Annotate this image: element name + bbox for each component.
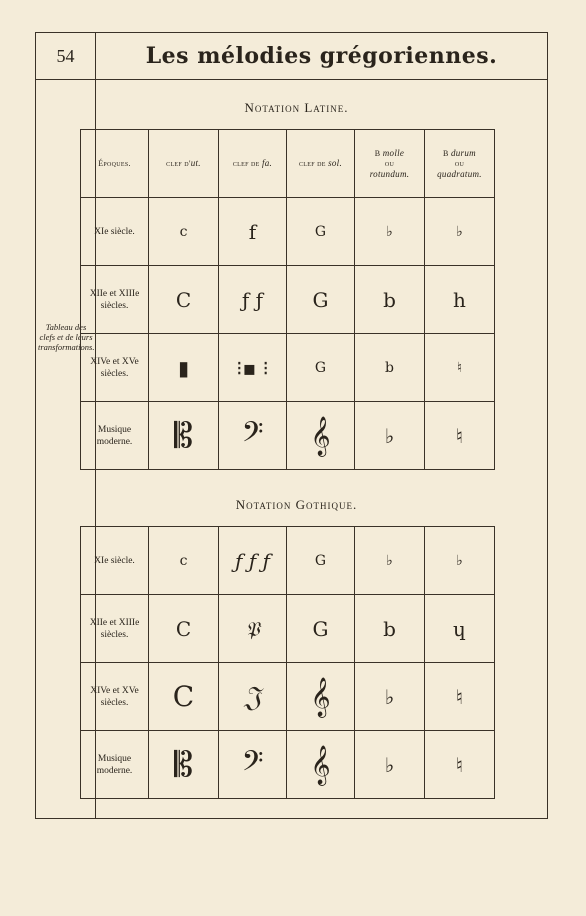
clef-fa-symbol: 𝄢 xyxy=(219,731,287,799)
table-gothique xyxy=(80,526,495,799)
era-cell: XIIe et XIIIe siècles. xyxy=(81,266,149,334)
clef-sol-symbol: 𝄞 xyxy=(287,663,355,731)
table-header-row xyxy=(81,130,495,198)
b-molle-symbol: ♭ xyxy=(355,402,425,470)
running-title: Les mélodies grégoriennes. xyxy=(145,43,498,69)
era-cell: Musique moderne. xyxy=(81,402,149,470)
b-durum-symbol: ♮ xyxy=(425,402,495,470)
b-molle-symbol: b xyxy=(355,595,425,663)
b-molle-symbol: b xyxy=(355,334,425,402)
clef-ut-symbol: ▮ xyxy=(149,334,219,402)
col-epoques: Époques. xyxy=(81,130,149,198)
col-sol: clef de sol. xyxy=(287,130,355,198)
clef-ut-symbol: C xyxy=(149,595,219,663)
section-title-gothique: Notation Gothique. xyxy=(235,497,358,512)
b-molle-symbol: ♭ xyxy=(355,731,425,799)
clef-ut-symbol: C xyxy=(149,266,219,334)
b-molle-symbol: ♭ xyxy=(355,663,425,731)
table-row xyxy=(81,527,495,595)
table-row xyxy=(81,266,495,334)
header xyxy=(36,33,547,80)
section-title-latine: Notation Latine. xyxy=(244,100,349,115)
era-cell: XIVe et XVe siècles. xyxy=(81,334,149,402)
col-fa: clef de fa. xyxy=(219,130,287,198)
clef-fa-symbol: 𝄢 xyxy=(219,402,287,470)
clef-sol-symbol: 𝄞 xyxy=(287,731,355,799)
col-ut: clef d'ut. xyxy=(149,130,219,198)
clef-ut-symbol: C xyxy=(149,663,219,731)
b-durum-symbol: ♮ xyxy=(425,663,495,731)
clef-ut-symbol: c xyxy=(149,527,219,595)
clef-sol-symbol: 𝄞 xyxy=(287,402,355,470)
col-b-molle: B molle ou rotundum. xyxy=(355,130,425,198)
table-row xyxy=(81,334,495,402)
clef-ut-symbol: 𝄡 xyxy=(149,402,219,470)
clef-sol-symbol: G xyxy=(287,595,355,663)
b-durum-symbol: ♭ xyxy=(425,527,495,595)
margin-note: Tableau des clefs et de leurs transformations. xyxy=(38,322,95,352)
b-durum-symbol: ♭ xyxy=(425,198,495,266)
b-molle-symbol: b xyxy=(355,266,425,334)
clef-sol-symbol: G xyxy=(287,198,355,266)
col-b-durum: B durum ou quadratum. xyxy=(425,130,495,198)
era-cell: XIIe et XIIIe siècles. xyxy=(81,595,149,663)
clef-ut-symbol: c xyxy=(149,198,219,266)
table-row xyxy=(81,402,495,470)
clef-fa-symbol: f xyxy=(219,198,287,266)
clef-sol-symbol: G xyxy=(287,527,355,595)
era-cell: Musique moderne. xyxy=(81,731,149,799)
b-durum-symbol: ɥ xyxy=(425,595,495,663)
b-molle-symbol: ♭ xyxy=(355,198,425,266)
clef-sol-symbol: G xyxy=(287,266,355,334)
b-durum-symbol: ♮ xyxy=(425,334,495,402)
clef-fa-symbol: 𝔍 xyxy=(219,663,287,731)
era-cell: XIe siècle. xyxy=(81,527,149,595)
clef-fa-symbol: ƒ ƒ ƒ xyxy=(219,527,287,595)
clef-fa-symbol: 𝔓 xyxy=(219,595,287,663)
table-latine xyxy=(80,129,495,470)
table-row xyxy=(81,663,495,731)
era-cell: XIVe et XVe siècles. xyxy=(81,663,149,731)
page-number: 54 xyxy=(36,33,96,79)
clef-fa-symbol: ƒ ƒ xyxy=(219,266,287,334)
b-molle-symbol: ♭ xyxy=(355,527,425,595)
table-row xyxy=(81,595,495,663)
table-row xyxy=(81,198,495,266)
clef-fa-symbol: ⁝▪ ⁝ xyxy=(219,334,287,402)
b-durum-symbol: ♮ xyxy=(425,731,495,799)
clef-sol-symbol: G xyxy=(287,334,355,402)
table-row xyxy=(81,731,495,799)
b-durum-symbol: h xyxy=(425,266,495,334)
clef-ut-symbol: 𝄡 xyxy=(149,731,219,799)
era-cell: XIe siècle. xyxy=(81,198,149,266)
